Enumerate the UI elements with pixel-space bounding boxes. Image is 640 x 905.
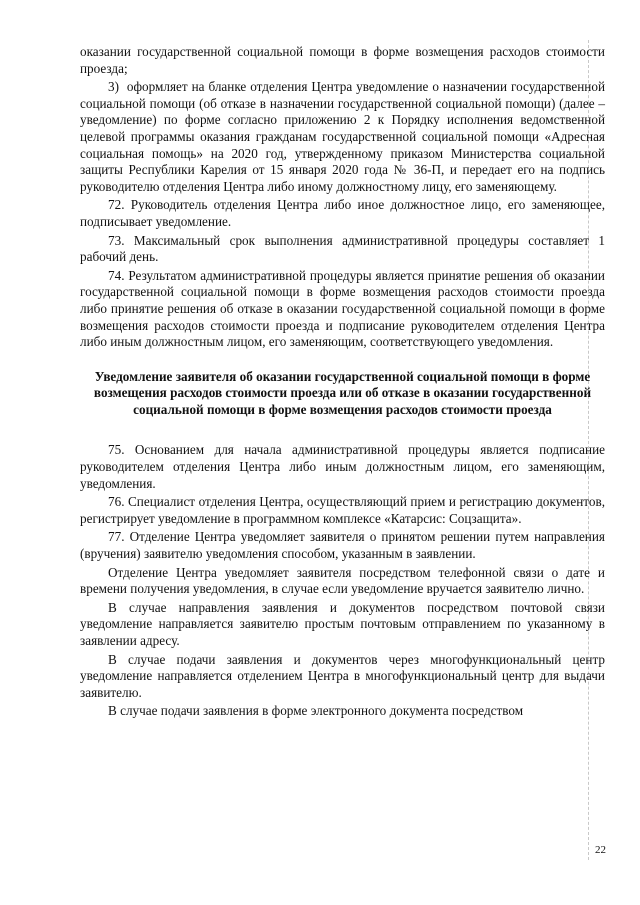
paragraph: 73. Максимальный срок выполнения административной процедуры составляет 1 рабочий день. [80,232,605,265]
section-heading: Уведомление заявителя об оказании государственной социальной помощи в форме возмещения расходов стоимости проезда или об отказе в оказании государственной социальной помощи в форме возмещения расходов стоимости проезда [93,368,592,417]
paragraph: 76. Специалист отделения Центра, осуществляющий прием и регистрацию документов, регистрирует уведомление в программном комплексе «Катарсис: Соцзащита». [80,494,605,526]
document-body [80,44,605,722]
paragraph: 74. Результатом административной процедуры является принятие решения об оказании государственной социальной помощи в форме возмещения расходов стоимости проезда либо принятие решения об отказе в оказании государственной социальной помощи в форме возмещения расходов стоимости проезда и подписание руководителем отделения Центра либо иным должностным лицом, его заменяющим, соответствующего уведомления. [80,267,605,350]
paragraph: 3) оформляет на бланке отделения Центра уведомление о назначении государственной социальной помощи (об отказе в назначении государственной социальной помощи) (далее – уведомление) по форме согласно приложению 2 к Порядку исполнения ведомственной целевой программы оказания гражданам государственной социальной помощи «Адресная социальная помощь» на 2020 год, утвержденному приказом Министерства социальной защиты Республики Карелия от 15 января 2020 года № 36-П, и передает его на подпись руководителю отделения Центра либо иному должностному лицу, его заменяющему. [80,79,605,194]
paragraph: 75. Основанием для начала административной процедуры является подписание руководителем отделения Центра либо иным должностным лицом, его заменяющим, уведомления. [80,442,605,491]
paragraph: Отделение Центра уведомляет заявителя посредством телефонной связи о дате и времени получения уведомления, в случае если уведомление вручается заявителю лично. [80,564,605,597]
paragraph: 77. Отделение Центра уведомляет заявителя о принятом решении путем направления (вручения) заявителю уведомления способом, указанным в заявлении. [80,529,605,562]
paragraph: 72. Руководитель отделения Центра либо иное должностное лицо, его заменяющее, подписывает уведомление. [80,197,605,229]
page-number: 22 [595,844,606,856]
paragraph: оказании государственной социальной помощи в форме возмещения расходов стоимости проезда; [80,44,605,76]
paragraph: В случае направления заявления и документов посредством почтовой связи уведомление направляется заявителю простым почтовым отправлением по указанному в заявлении адресу. [80,599,605,648]
paragraph: В случае подачи заявления и документов через многофункциональный центр уведомление направляется отделением Центра в многофункциональный центр для выдачи заявителю. [80,651,605,700]
paragraph: В случае подачи заявления в форме электронного документа посредством [108,703,524,719]
